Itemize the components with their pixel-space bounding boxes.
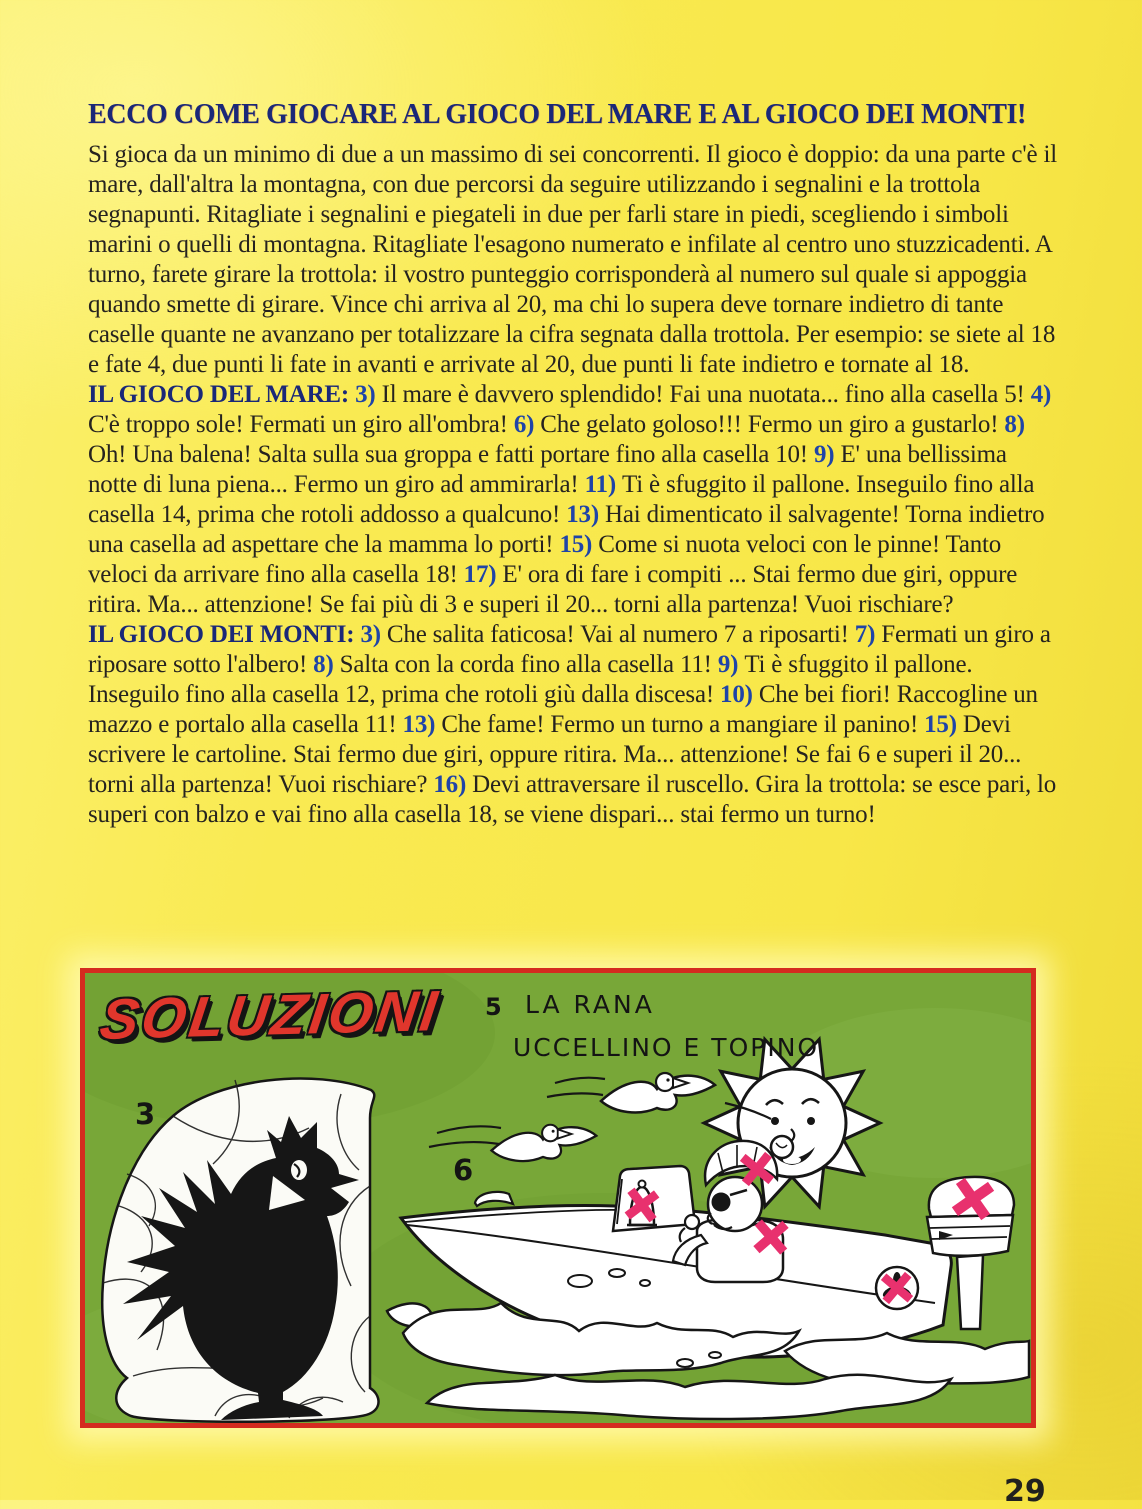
article-title: ECCO COME GIOCARE AL GIOCO DEL MARE E AL GIOCO DEI MONTI!	[88, 99, 1026, 130]
page-number: 29	[1004, 1474, 1046, 1509]
answer5-number: 5	[485, 993, 503, 1021]
monti-paragraph: IL GIOCO DEI MONTI: 3) Che salita faticosa! Vai al numero 7 a riposarti! 7) Fermati un giro a riposare sotto l'albero! 8) Salta con la corda fino alla casella 11! 9) Ti è sfuggito il pallone. Inseguilo fino alla casella 12, prima che rotoli giù dalla discesa! 10) Che bei fiori! Raccogline un mazzo e portalo alla casella 11! 13) Che fame! Fermo un turno a mangiare il panino! 15) Devi scrivere le cartoline. Stai fermo due giri, oppure ritira. Ma... attenzione! Se fai 6 e superi il 20... torni alla partenza! Vuoi rischiare? 16) Devi attraversare il ruscello. Gira la trottola: se esce pari, lo superi con balzo e vai fino alla casella 18, se viene dispari... stai fermo un turno!	[88, 621, 1057, 828]
answer5-title-line1: LA RANA	[525, 990, 655, 1019]
mare-paragraph: IL GIOCO DEL MARE: 3) Il mare è davvero splendido! Fai una nuotata... fino alla casella 5! 4) C'è troppo sole! Fermati un giro all'ombra! 6) Che gelato goloso!!! Fermo un giro a gustarlo! 8) Oh! Una balena! Salta sulla sua groppa e fatti portare fino alla casella 10! 9) E' una bellissima notte di luna piena... Fermo un giro ad ammirarla! 11) Ti è sfuggito il pallone. Inseguilo fino alla casella 14, prima che rotoli addosso a qualcuno! 13) Hai dimenticato il salvagente! Torna indietro una casella ad aspettare che la mamma lo porti! 15) Come si nuota veloci con le pinne! Tanto veloci da arrivare fino alla casella 18! 17) E' ora di fare i compiti ... Stai fermo due giri, oppure ritira. Ma... attenzione! Se fai più di 3 e superi il 20... torni alla partenza! Vuoi rischiare?	[88, 381, 1052, 618]
intro-paragraph: Si gioca da un minimo di due a un massimo di sei concorrenti. Il gioco è doppio: da una parte c'è il mare, dall'altra la montagna, con due percorsi da seguire utilizzando i segnalini e la trottola segnapunti. Ritagliate i segnalini e piegateli in due per farli stare in piedi, scegliendo i simboli marini o quelli di montagna. Ritagliate l'esagono numerato e infilate al centro uno stuzzicadenti. A turno, farete girare la trottola: il vostro punteggio corrisponderà al numero sul quale si appoggia quando smette di girare. Vince chi arriva al 20, ma chi lo supera deve tornare indietro di tante caselle quante ne avanzano per totalizzare la cifra segnata dalla trottola. Per esempio: se siete al 18 e fate 4, due punti li fate in avanti e arrivate al 20, due punti li fate indietro e tornate al 18.	[88, 141, 1057, 378]
answer5-title-line2: UCCELLINO E TOPINO	[513, 1033, 820, 1062]
answer3-number: 3	[135, 1097, 156, 1131]
soluzioni-logo: SOLUZIONI	[96, 979, 444, 1052]
soluzioni-box	[80, 968, 1036, 1428]
article	[88, 98, 1060, 830]
sunglasses	[712, 1193, 731, 1212]
answer6-number: 6	[453, 1153, 474, 1187]
